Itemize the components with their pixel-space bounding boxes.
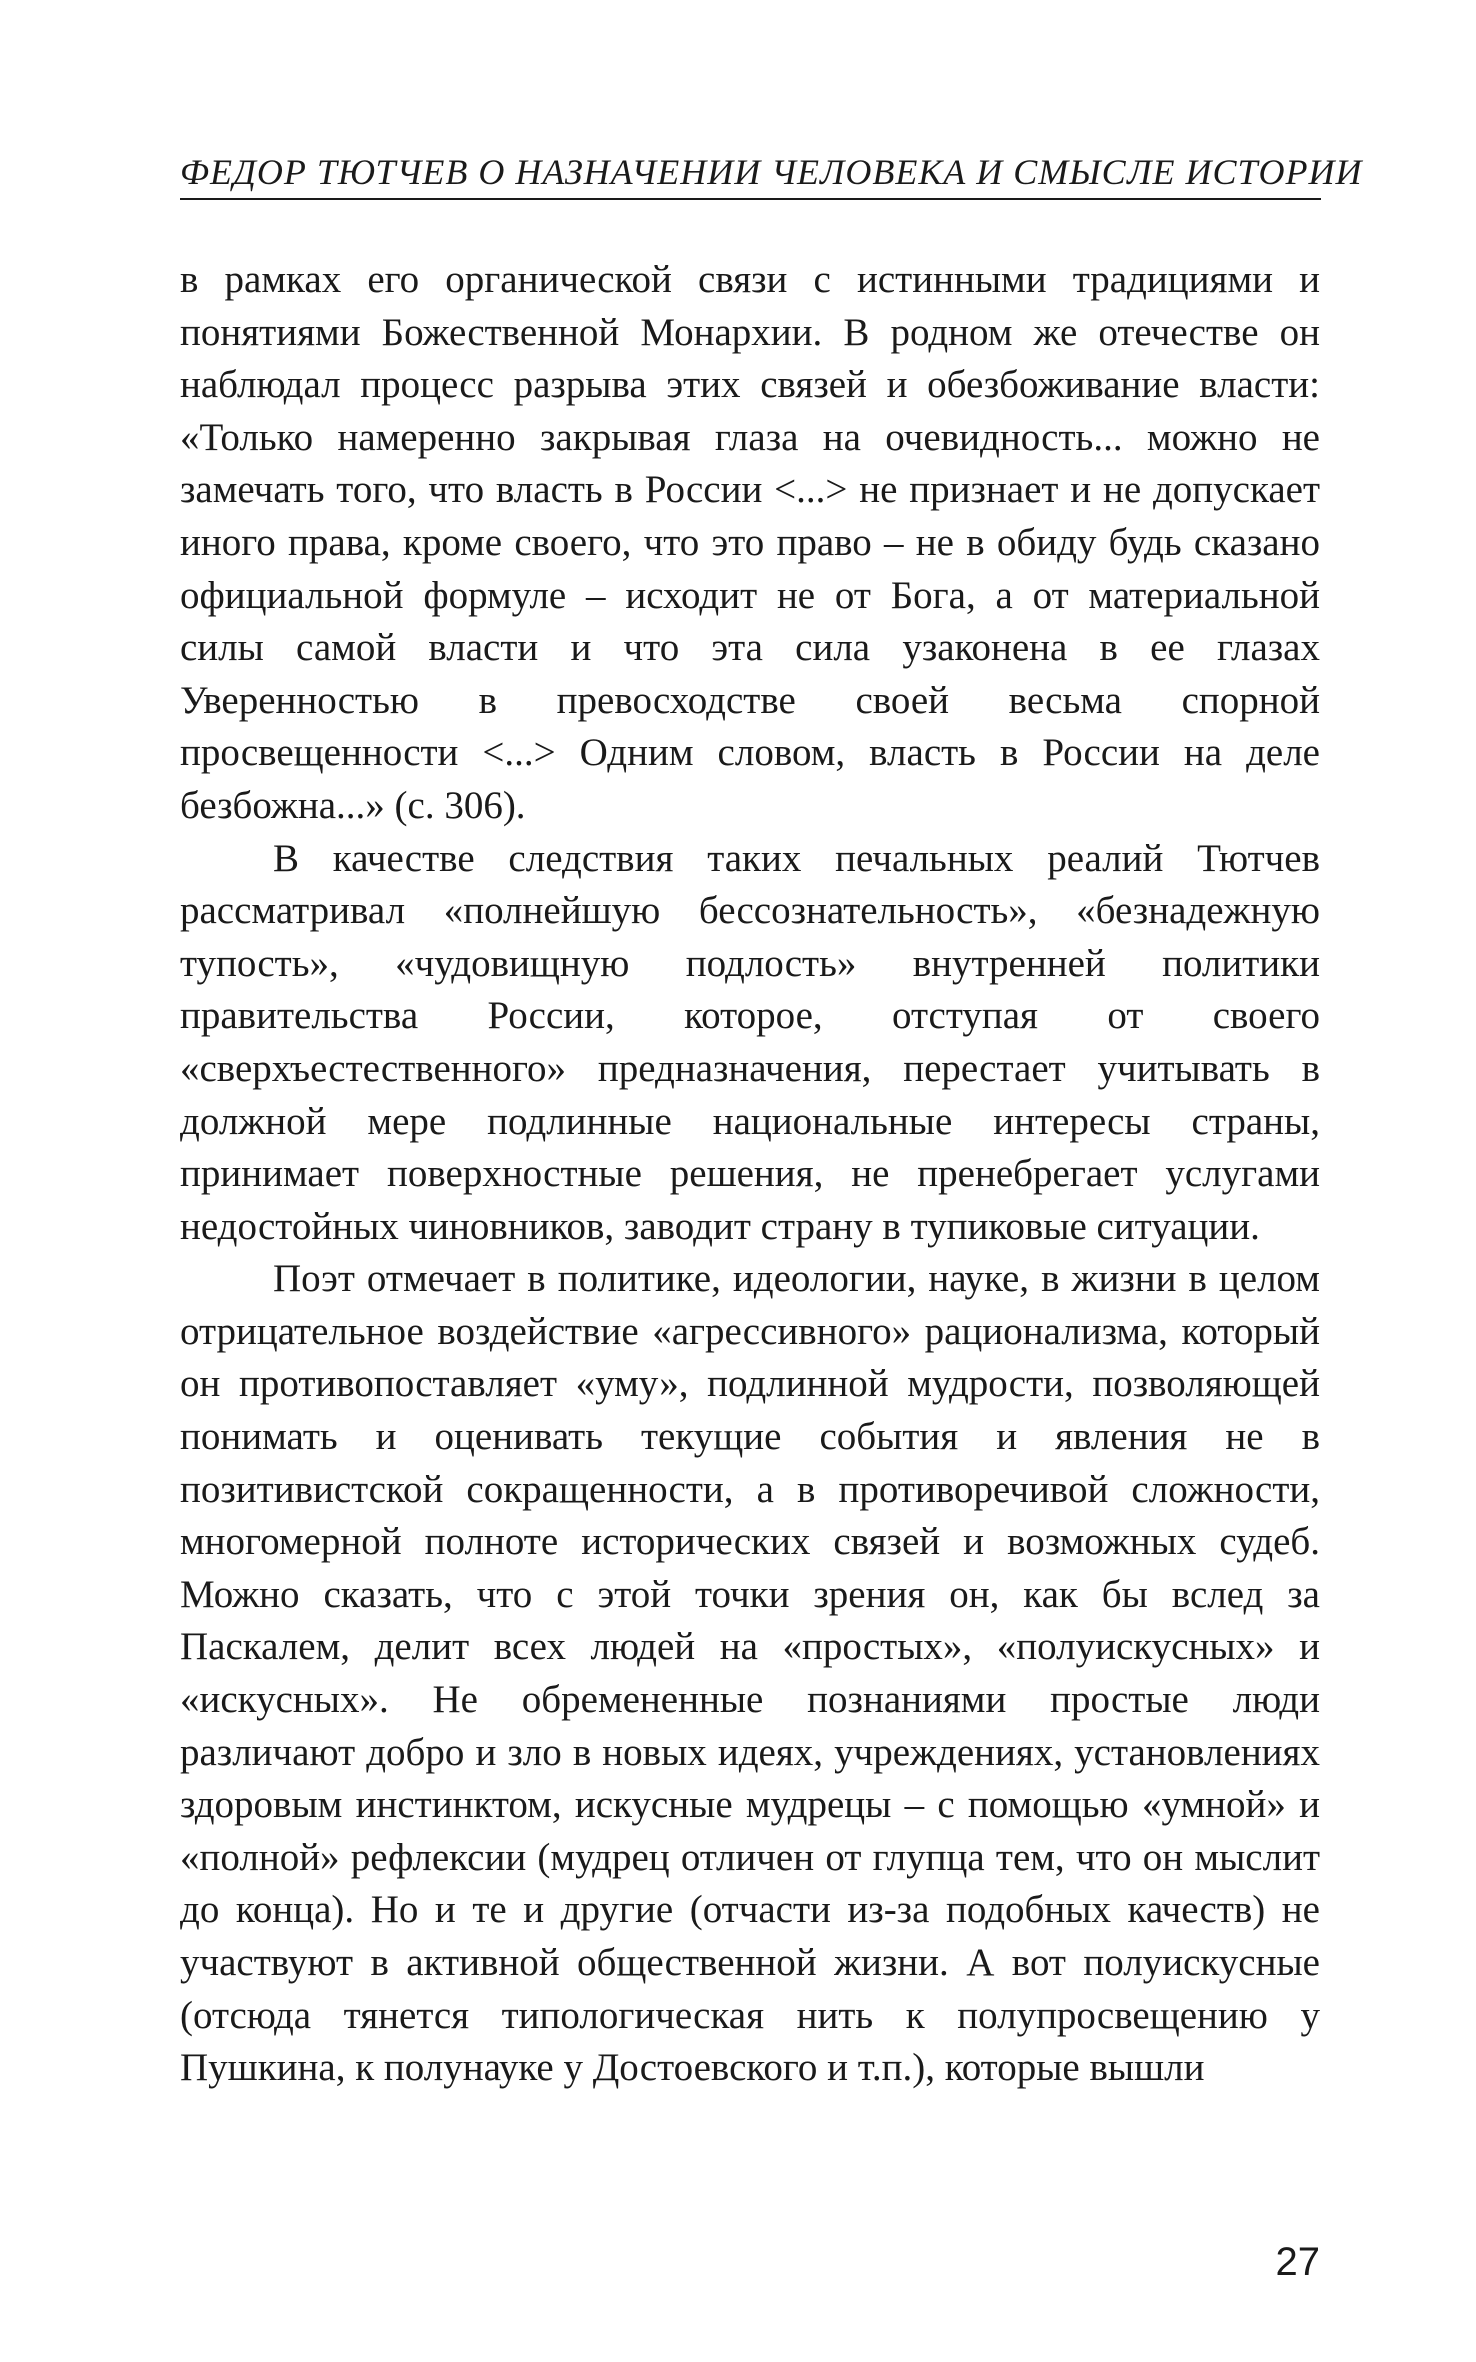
paragraph-continuation: в рамках его органической связи с истинными традициями и понятиями Божественной Монархии. В родном же отечестве он наблюдал процесс разрыва этих связей и обезбоживание власти: «Только намеренно закрывая глаза на очевидность... можно не замечать того, что власть в России <...> не признает и не допускает иного права, кроме своего, что это право – не в обиду будь сказано официальной формуле – исходит не от Бога, а от материальной силы самой власти и что эта сила узаконена в ее глазах Уверенностью в превосходстве своей весьма спорной просвещенности <...> Одним словом, власть в России на деле безбожна...» (с. 306). [180,258,1320,827]
paragraph: В качестве следствия таких печальных реалий Тютчев рассматривал «полнейшую бессознательность», «безнадежную тупость», «чудовищную подлость» внутренней политики правительства России, которое, отступая от своего «сверхъестественного» предназначения, перестает учитывать в должной мере подлинные национальные интересы страны, принимает поверхностные решения, не пренебрегает услугами недостойных чиновников, заводит страну в тупиковые ситуации. [180,836,1320,1248]
paragraph: Поэт отмечает в политике, идеологии, науке, в жизни в целом отрицательное воздействие «агрессивного» рационализма, который он противопоставляет «уму», подлинной мудрости, позволяющей понимать и оценивать текущие события и явления не в позитивистской сокращенности, а в противоречивой сложности, многомерной полноте исторических связей и возможных судеб. Можно сказать, что с этой точки зрения он, как бы вслед за Паскалем, делит всех людей на «простых», «полуискусных» и «искусных». Не обремененные познаниями простые люди различают добро и зло в новых идеях, учреждениях, установлениях здоровым инстинктом, искусные мудрецы – с помощью «умной» и «полной» рефлексии (мудрец отличен от глупца тем, что он мыслит до конца). Но и те и другие (отчасти из-за подобных качеств) не участвуют в активной общественной жизни. А вот полуискусные (отсюда тянется типологическая нить к полупросвещению у Пушкина, к полунауке у Достоевского и т.п.), которые вышли [180,1257,1320,2090]
header-rule [180,198,1321,200]
running-title: ФЕДОР ТЮТЧЕВ О НАЗНАЧЕНИИ ЧЕЛОВЕКА И СМЫСЛЕ ИСТОРИИ [180,152,1363,192]
page-number: 27 [1275,2240,1320,2284]
main-text [180,254,1320,2095]
